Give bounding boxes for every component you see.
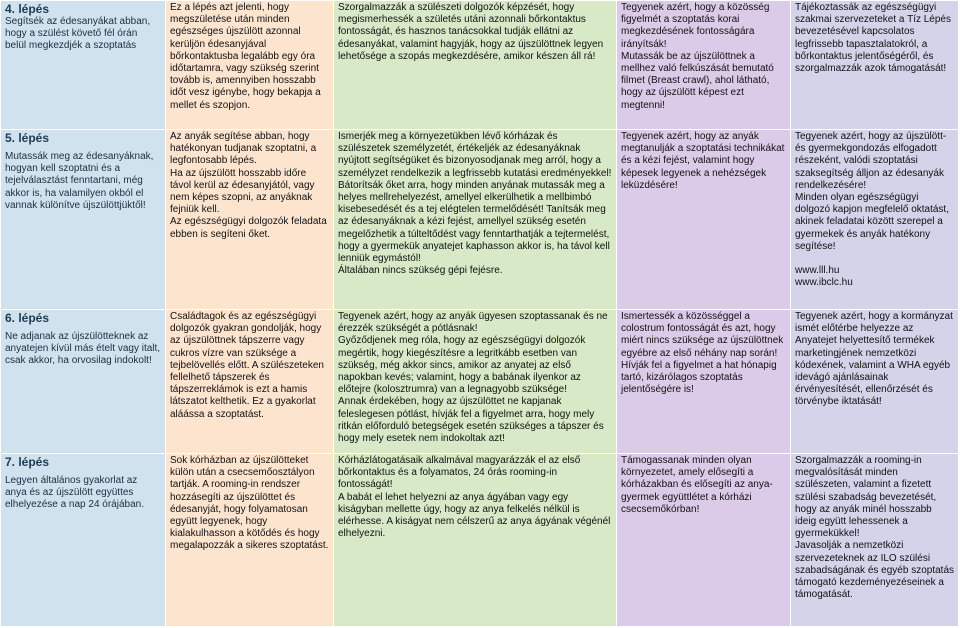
- policy-cell: Tegyenek azért, hogy a kormányzat ismét előtérbe helyezze az Anyatejet helyettesítő termékek marketingjének nemzetközi kódexének, valamint a WHA egyéb idevágó ajánlásainak érvényesítését, ellenőrzését és törvénybe iktatását!: [791, 310, 959, 454]
- step-description: Segítsék az édesanyákat abban, hogy a szülést követő fél órán belül megkezdjék a szoptatás: [5, 16, 151, 52]
- community-cell: Tegyenek azért, hogy a közösség figyelmét a szoptatás korai megkezdésének fontosságára irányítsák! Mutassák be az újszülöttnek a mellhez való felkúszását bemutató filmet (Breast crawl), ahol látható, hogy az újszülött képest ezt megtenni!: [617, 1, 791, 130]
- policy-cell: Szorgalmazzák a rooming-in megvalósítását minden szülészeten, valamint a fizetett szülési szabadság bevezetését, hogy az anyák minél hosszabb ideig együtt lehessenek a gyermekükkel! Javasolják a nemzetközi szervezeteknek az ILO szülési szabadságának és egyéb szoptatás támogató kezdeményezéseinek a támogatását.: [791, 454, 959, 627]
- table-row: [1, 130, 959, 310]
- table-row: [1, 310, 959, 454]
- step-title: 4. lépés: [5, 2, 50, 16]
- explanation-cell: Az anyák segítése abban, hogy hatékonyan tudjanak szoptatni, a legfontosabb lépés. Ha az újszülött hosszabb időre távol kerül az édesanyjától, vagy nem képes szopni, az anyáknak fejniük kell. Az egészségügyi dolgozók feladata ebben is segíteni őket.: [166, 130, 334, 310]
- explanation-cell: Családtagok és az egészségügyi dolgozók gyakran gondolják, hogy az újszülöttnek tápszerre vagy cukros vízre van szüksége a tejbelövellés előtt. A szülészeteken fellelhető tápszerek és tápszerreklámok is ezt a hamis látszatot kelthetik. Ez a gyakorlat aláássa a szoptatást.: [166, 310, 334, 454]
- step-title: 6. lépés: [5, 311, 50, 325]
- health-workers-cell: Tegyenek azért, hogy az anyák ügyesen szoptassanak és ne érezzék szükségét a pótlásnak! Győződjenek meg róla, hogy az egészségügyi dolgozók megértik, hogy kiegészítésre a legritkább esetben van szükség, még akkor sincs, amikor az anyatej az első napokban kevés; valamint, hogy a babának ilyenkor az előtejre (kolosztrumra) van a legnagyobb szüksége! Annak érdekében, hogy az újszülöttet ne kapjanak feleslegesen pótlást, hívják fel a figyelmet arra, hogy mely ritkán előforduló betegségek esetén szükséges a tápszer és hogy mely esetek nem indokoltak azt!: [334, 310, 617, 454]
- step-cell: [1, 1, 166, 130]
- community-cell: Ismertessék a közösséggel a colostrum fontosságát és azt, hogy miért nincs szüksége az újszülöttnek egyébre az első néhány nap során! Hívják fel a figyelmet a hat hónapig tartó, kizárólagos szoptatás jelentőségére is!: [617, 310, 791, 454]
- explanation-cell: Ez a lépés azt jelenti, hogy megszületése után minden egészséges újszülött azonnal kerüljön édesanyjával bőrkontaktusba legalább egy óra időtartamra, vagy szükség szerint tovább is, amennyiben hosszabb időt vesz igénybe, hogy bekapja a mellet és szopjon.: [166, 1, 334, 130]
- step-description: Mutassák meg az édesanyáknak, hogyan kell szoptatni és a tejelválasztást fenntartani, még akkor is, ha valamilyen okból el vannak különítve újszülöttjüktől!: [5, 151, 154, 211]
- health-workers-cell: Ismerjék meg a környezetükben lévő kórházak és szülészetek személyzetét, értékeljék az édesanyáknak nyújtott segítségüket és bizonyosodjanak meg arról, hogy a személyzet rendelkezik a legfrissebb kutatási eredményekkel! Bátorítsák őket arra, hogy minden anyának mutassák meg a helyes mellrehelyezést, amellyel elkerülhetik a mellbimbó kisebesedését és a tej elégtelen termelődését! Tanítsák meg az édesanyáknak a kézi fejést, amellyel szükség esetén megelőzhetik a túlteltődést vagy fenntarthatják a tejtermelést, hogy a gyermekük anyatejet kaphasson akkor is, ha távol kell lenniük egymástól! Általában nincs szükség gépi fejésre.: [334, 130, 617, 310]
- explanation-cell: Sok kórházban az újszülötteket külön után a csecsemőosztályon tartják. A rooming-in rendszer hozzásegíti az újszülöttet és édesanyját, hogy folyamatosan együtt legyenek, hogy kialakulhasson a kötődés és hogy megalapozzák a sikeres szoptatást.: [166, 454, 334, 627]
- step-title: 5. lépés: [5, 131, 50, 145]
- community-cell: Támogassanak minden olyan környezetet, amely elősegíti a kórházakban és elősegíti az anya-gyermek együttlétet a kórházi csecsemőkórban!: [617, 454, 791, 627]
- policy-cell: Tájékoztassák az egészségügyi szakmai szervezeteket a Tíz Lépés bevezetésével kapcsolatos legfrissebb tapasztalatokról, a bőrkontaktus jelentőségéről, és szorgalmazzák azok támogatását!: [791, 1, 959, 130]
- step-cell: [1, 130, 166, 310]
- health-workers-cell: Szorgalmazzák a szülészeti dolgozók képzését, hogy megismerhessék a születés utáni azonnali bőrkontaktus fontosságát, és hasznos tanácsokkal tudják ellátni az édesanyákat, valamint hagyják, hogy az újszülöttnek legyen lehetősége a szopás megkezdésére, amikor készen áll rá!: [334, 1, 617, 130]
- step-cell: [1, 454, 166, 627]
- step-cell: [1, 310, 166, 454]
- community-cell: Tegyenek azért, hogy az anyák megtanulják a szoptatási technikákat és a kézi fejést, valamint hogy képesek legyenek a nehézségek leküzdésére!: [617, 130, 791, 310]
- step-title: 7. lépés: [5, 455, 50, 469]
- step-description: Ne adjanak az újszülötteknek az anyatejen kívül más ételt vagy italt, csak akkor, ha orvosilag indokolt!: [5, 331, 161, 367]
- table-row: [1, 454, 959, 627]
- health-workers-cell: Kórházlátogatásaik alkalmával magyarázzák el az első bőrkontaktus és a folyamatos, 24 órás rooming-in fontosságát! A babát el lehet helyezni az anya ágyában vagy egy kiságyban mellette úgy, hogy az anya felkelés nélkül is elérhesse. A kiságyat nem célszerű az anya ágyának végénél elhelyezni.: [334, 454, 617, 627]
- policy-cell: Tegyenek azért, hogy az újszülött- és gyermekgondozás elfogadott részeként, valódi szoptatási szaksegítség álljon az édesanyák rendelkezésére! Minden olyan egészségügyi dolgozó kapjon megfelelő oktatást, akinek feladatai között szerepel a gyermekek és anyák hatékony segítése! www.lll.hu www.ibclc.hu: [791, 130, 959, 310]
- table-row: [1, 1, 959, 130]
- step-description: Legyen általános gyakorlat az anya és az újszülött együttes elhelyezése a nap 24 órájában.: [5, 475, 144, 511]
